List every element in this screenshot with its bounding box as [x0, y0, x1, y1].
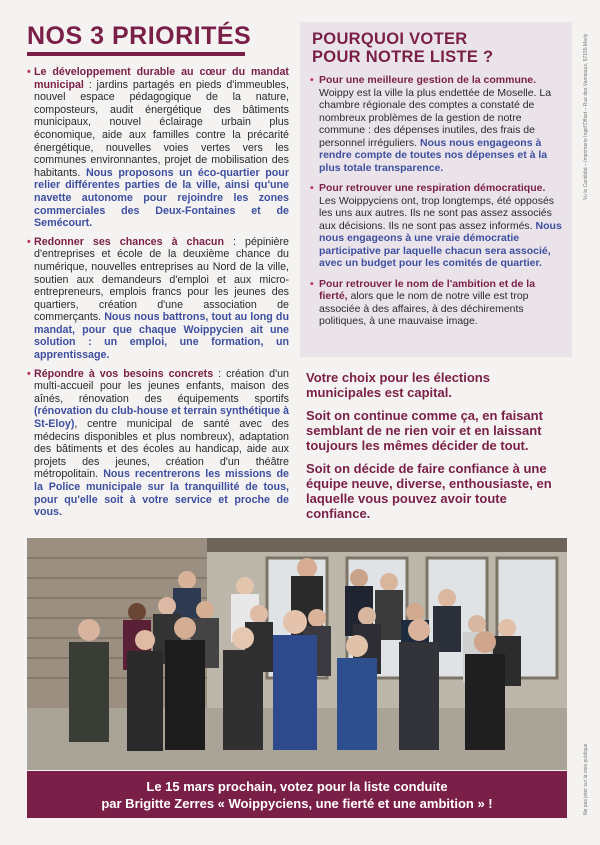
- vote-appeal: [306, 370, 568, 529]
- banner-line-2: par Brigitte Zerres « Woippyciens, une fierté et une ambition » !: [101, 795, 493, 811]
- team-photo-illustration: [27, 538, 567, 770]
- priority-highlight: Nous proposons un éco-quartier pour relier différentes parties de la ville, ainsi qu'une navette autonome pour rejoindre les zones commerciales des Deux-Fontaines et de Semécourt.: [34, 166, 289, 230]
- reason-body: Les Woippyciens ont, trop longtemps, été opposés les uns aux autres. Ils ne sont pas assez associés aux décisions. Ils ne sont pas assez informés.: [319, 194, 555, 232]
- reason-item-2: [310, 182, 562, 270]
- reason-item-3: [310, 278, 562, 328]
- vote-paragraph-3: Soit on décide de faire confiance à une équipe neuve, diverse, enthousiaste, en laquelle vous pouvez avoir toute confiance.: [306, 461, 552, 521]
- closing-banner: [27, 771, 567, 818]
- priority-body: : création d'un multi-accueil pour les jeunes enfants, maison des aînés, rénovation des équipements sportifs: [34, 367, 289, 405]
- reason-item-1: [310, 74, 562, 174]
- bullet-icon: •: [310, 277, 314, 290]
- priority-highlight: Nous recentrerons les missions de la Police municipale sur la tranquillité de tous, pour qu'elle soit à votre service et proche de vous.: [34, 468, 289, 519]
- priority-body: : jardins partagés en pieds d'immeubles, nouvel espace pédagogique de la nature, composteurs, audit énergétique des bâtiments municipaux, nouvel éclairage urbain plus économique, aide aux familles contre la précarité énergétique, nouvelles voies vertes vers les communes environnantes, projet de mobilisation des habitants.: [34, 78, 289, 179]
- priority-item-2: [27, 236, 289, 362]
- reason-head: Pour retrouver le nom de l'ambition et de la fierté,: [319, 277, 536, 302]
- team-photo: [27, 538, 567, 770]
- bullet-icon: •: [310, 182, 314, 194]
- reason-body: alors que le nom de notre ville est trop associée à des affaires, à des déchirements politiques, à une mauvaise image.: [319, 290, 529, 327]
- priority-head: Le développement durable au cœur du mandat municipal: [34, 66, 289, 91]
- priorities-column: [27, 22, 289, 525]
- reason-highlight: Nous nous engageons à rendre compte de toutes nos dépenses et à la plus totale transparence.: [319, 136, 548, 174]
- priority-body: , centre municipal de santé avec des médecins disponibles et plus nombreux), adaptation des bâtiments et des écoles au handicap, aide aux projets des jeunes, création d'un théâtre métropolitain.: [34, 418, 289, 481]
- reason-highlight: Nous nous engageons à une vraie démocratie participative par laquelle chacun sera associé, avec un budget pour les comités de quartier.: [319, 219, 562, 269]
- reason-body: Woippy est la ville la plus endettée de Moselle. La chambre régionale des comptes a constaté de nombreux problèmes de la gestion de notre commune : des dépenses inutiles, des frais de personnel irréguliers.: [319, 86, 552, 149]
- priority-head: Répondre à vos besoins concrets: [34, 367, 214, 380]
- bullet-icon: •: [27, 367, 31, 380]
- why-vote-column: [300, 22, 572, 357]
- do-not-litter-note: Ne pas jeter sur la voie publique: [583, 743, 589, 815]
- priorities-title: NOS 3 PRIORITÉS: [27, 22, 252, 50]
- priority-highlight: (rénovation du club-house et terrain synthétique à St-Eloy): [34, 405, 289, 431]
- bullet-icon: •: [27, 235, 31, 248]
- priority-body: : pépinière d'entreprises et école de la deuxième chance du numérique, nouvelles entreprises au Nord de la ville, soutien aux demandeurs d'emploi et aux micro-entrepreneurs, emplois francs pour les jeunes des quartiers, création d'une association de commerçants.: [34, 235, 289, 324]
- bullet-icon: •: [310, 74, 314, 86]
- vote-paragraph-2: Soit on continue comme ça, en faisant semblant de ne rien voir et en laissant toujours les mêmes décider de tout.: [306, 408, 543, 453]
- reason-head: Pour une meilleure gestion de la commune.: [319, 74, 537, 86]
- banner-line-1: Le 15 mars prochain, votez pour la liste conduite: [146, 778, 448, 794]
- title-underline: [27, 52, 245, 56]
- priority-head: Redonner ses chances à chacun: [34, 235, 224, 248]
- priority-item-3: [27, 368, 289, 519]
- bullet-icon: •: [27, 66, 31, 78]
- why-vote-title: [312, 30, 562, 66]
- why-vote-title-line1: POURQUOI VOTER: [312, 30, 468, 48]
- why-vote-box: [300, 22, 572, 357]
- priority-highlight: Nous nous battrons, tout au long du mandat, pour que chaque Woippycien ait une solution : un emploi, une formation, un apprentissage.: [34, 311, 289, 362]
- printer-credit: Vu le Candidat – Imprimerie Ingel'Offset – Rue des Vanneaux, 57155 Marly: [583, 33, 589, 200]
- why-vote-title-line2: POUR NOTRE LISTE ?: [312, 48, 494, 66]
- reason-head: Pour retrouver une respiration démocratique.: [319, 182, 546, 194]
- vote-paragraph-1: Votre choix pour les élections municipales est capital.: [306, 370, 490, 400]
- priority-item-1: [27, 66, 289, 230]
